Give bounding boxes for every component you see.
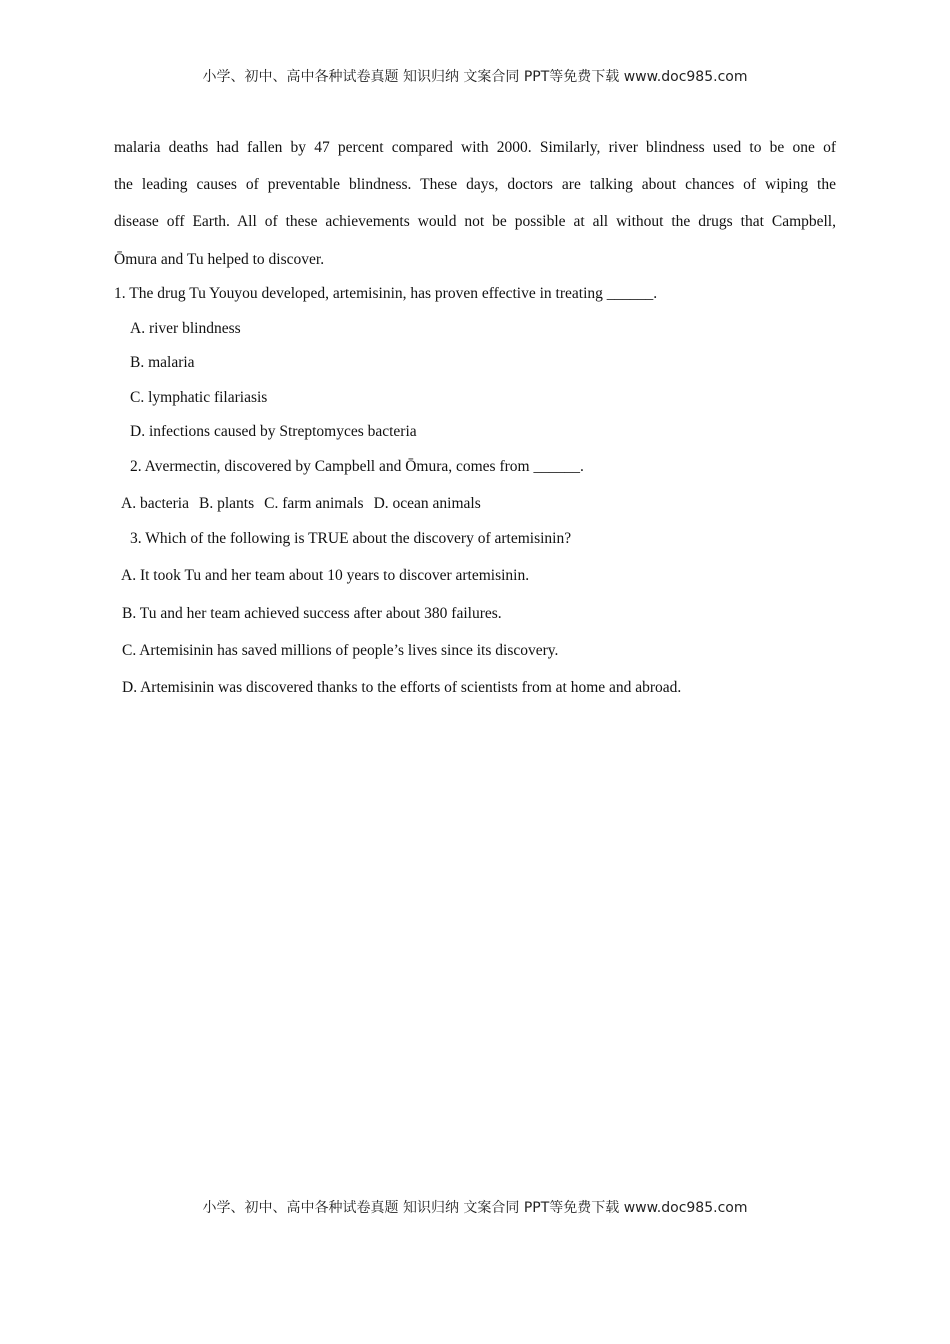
passage-line: disease off Earth. All of these achievements would not be possible at all without the drugs that Campbell, [114,213,836,230]
passage-line: malaria deaths had fallen by 47 percent compared with 2000. Similarly, river blindness used to be one of [114,139,836,156]
question-1-option-a: A. river blindness [130,320,241,337]
question-2-option-b: B. plants [199,495,255,512]
question-2-option-c: C. farm animals [264,495,364,512]
question-3-option-a: A. It took Tu and her team about 10 years to discover artemisinin. [121,567,530,584]
question-1-option-d: D. infections caused by Streptomyces bacteria [130,423,417,440]
page-footer: 小学、初中、高中各种试卷真题 知识归纳 文案合同 PPT等免费下载 www.doc985.com [202,1200,748,1216]
question-3-option-c: C. Artemisinin has saved millions of people’s lives since its discovery. [122,642,559,659]
question-2-option-d: D. ocean animals [373,495,481,512]
question-1-option-c: C. lymphatic filariasis [130,389,268,406]
page-header: 小学、初中、高中各种试卷真题 知识归纳 文案合同 PPT等免费下载 www.doc985.com [202,69,748,85]
question-2-stem: 2. Avermectin, discovered by Campbell and Ōmura, comes from ______. [130,458,584,475]
question-2-option-a: A. bacteria [121,495,189,512]
question-3-option-b: B. Tu and her team achieved success after about 380 failures. [122,605,502,622]
question-3-stem: 3. Which of the following is TRUE about the discovery of artemisinin? [130,530,572,547]
passage-line: Ōmura and Tu helped to discover. [114,251,325,268]
question-1-option-b: B. malaria [130,354,195,371]
passage-line: the leading causes of preventable blindness. These days, doctors are talking about chances of wiping the [114,176,836,193]
question-2-options [121,494,481,514]
question-1-stem: 1. The drug Tu Youyou developed, artemisinin, has proven effective in treating ______. [114,285,658,302]
question-3-option-d: D. Artemisinin was discovered thanks to the efforts of scientists from at home and abroad. [122,679,682,696]
